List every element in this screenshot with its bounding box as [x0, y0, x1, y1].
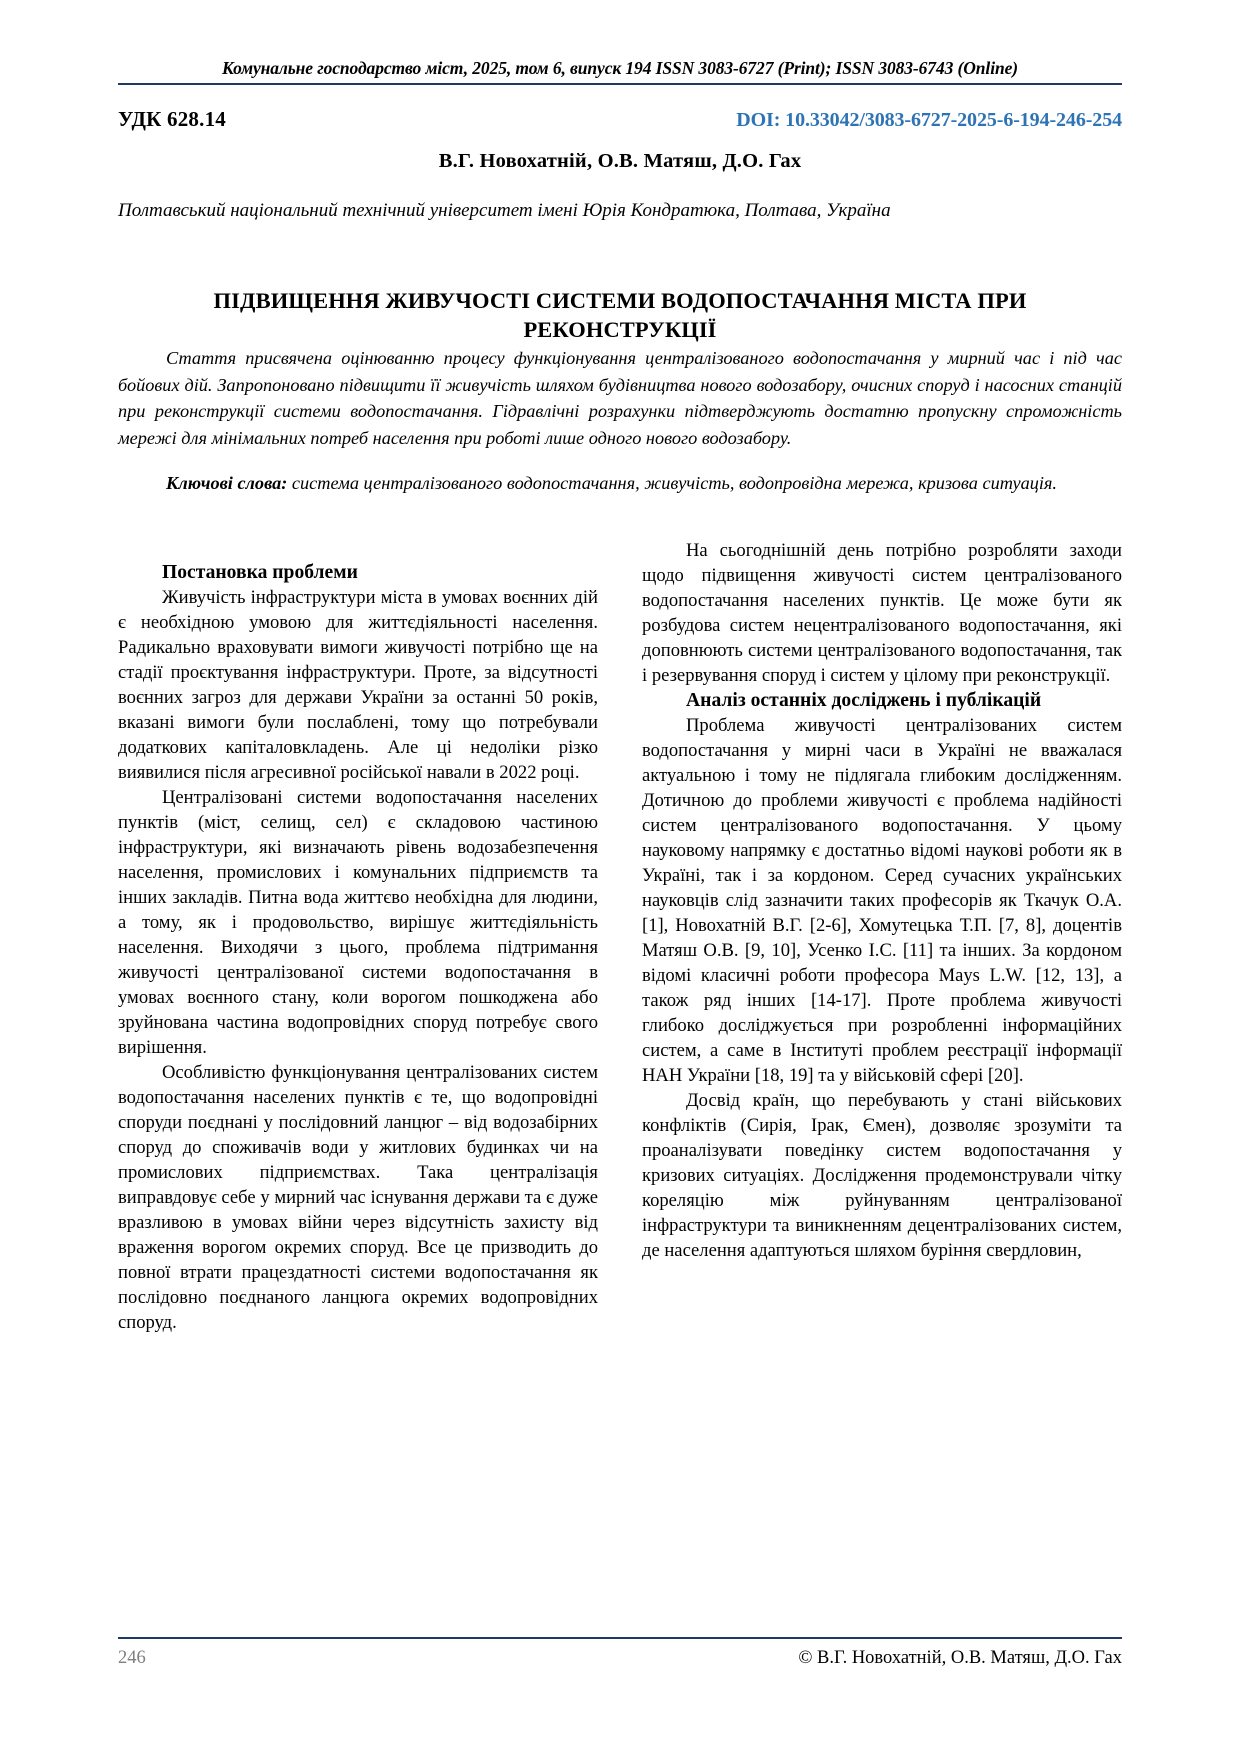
left-column: [118, 538, 598, 1418]
article-title: ПІДВИЩЕННЯ ЖИВУЧОСТІ СИСТЕМИ ВОДОПОСТАЧАННЯ МІСТА ПРИ РЕКОНСТРУКЦІЇ: [213, 288, 1027, 342]
keywords-text: система централізованого водопостачання, живучість, водопровідна мережа, кризова ситуація.: [287, 473, 1058, 493]
running-head-divider: [118, 83, 1122, 85]
paragraph: Проблема живучості централізованих систем водопостачання у мирні часи в Україні не вважалася актуальною і тому не підлягала глибоким дослідженням. Дотичною до проблеми живучості є проблема надійності систем централізованого водопостачання. У цьому науковому напрямку є достатньо відомі наукові роботи як в Україні, так і за кордоном. Серед сучасних українських науковців слід зазначити таких професорів як Ткачук О.А. [1], Новохатній В.Г. [2-6], Хомутецька Т.П. [7, 8], доцентів Матяш О.В. [9, 10], Усенко І.С. [11] та інших. За кордоном відомі класичні роботи професора Mays L.W. [12, 13], а також ряд інших [14-17]. Проте проблема живучості глибоко досліджується при розробленні інформаційних систем, а саме в Інституті проблем реєстрації інформації НАН України [18, 19] та у військовій сфері [20].: [642, 715, 1122, 1087]
paragraph: Живучість інфраструктури міста в умовах воєнних дій є необхідною умовою для життєдіяльності населення. Радикально враховувати вимоги живучості потрібно ще на стадії проєктування інфраструктури. Проте, за відсутності воєнних загроз для держави України за останні 50 років, вказані вимоги були послаблені, тому що потребували додаткових капіталовкладень. Але ці недоліки різко виявилися після агресивної російської навали в 2022 році.: [118, 587, 598, 784]
authors-line: В.Г. Новохатній, О.В. Матяш, Д.О. Гах: [438, 150, 802, 172]
footer-divider: [118, 1637, 1122, 1639]
running-head-block: [118, 58, 1122, 85]
right-column: [642, 538, 1122, 1418]
section-heading-problem-statement: Постановка проблеми: [162, 562, 358, 583]
paragraph: Досвід країн, що перебувають у стані військових конфліктів (Сирія, Ірак, Ємен), дозволяє зрозуміти та проаналізувати поведінку систем водопостачання у кризових ситуаціях. Дослідження продемонстрували чітку кореляцію між руйнуванням централізованої інфраструктури та виникненням децентралізованих систем, де населення адаптуються шляхом буріння свердловин,: [642, 1090, 1122, 1262]
body-columns: [118, 538, 1122, 1418]
paragraph: На сьогоднішній день потрібно розробляти заходи щодо підвищення живучості систем централізованого водопостачання населених пунктів. Це може бути як розбудова систем нецентралізованого водопостачання, які доповнюють системи централізованого водопостачання, так і резервування споруд і систем у цілому при реконструкції.: [642, 540, 1122, 686]
paragraph: Особливістю функціонування централізованих систем водопостачання населених пунктів є те, що водопровідні споруди поєднані у послідовний ланцюг – від водозабірних споруд до споживачів води у житлових будинках чи на промислових підприємствах. Така централізація виправдовує себе у мирний час існування держави та є дуже вразливою в умовах війни через відсутність захисту від враження ворогом окремих споруд. Все це призводить до повної втрати працездатності системи водопостачання як послідовно поєднаного ланцюга окремих водопровідних споруд.: [118, 1062, 598, 1334]
column-top-spacer: [118, 538, 598, 560]
keywords-block: [118, 470, 1122, 497]
copyright-notice: © В.Г. Новохатній, О.В. Матяш, Д.О. Гах: [798, 1648, 1122, 1668]
keywords-label: Ключові слова:: [166, 473, 288, 493]
section-heading-literature-review: Аналіз останніх досліджень і публікацій: [686, 690, 1042, 711]
udk-doi-row: [118, 107, 1122, 132]
abstract-text: Стаття присвячена оцінюванню процесу функціонування централізованого водопостачання у мирний час і під час бойових дій. Запропоновано підвищити її живучість шляхом будівництва нового водозабору, очисних споруд і насосних станцій при реконструкції системи водопостачання. Гідравлічні розрахунки підтверджують достатню пропускну спроможність мережі для мінімальних потреб населення при роботі лише одного нового водозабору.: [118, 348, 1122, 449]
udk-code: УДК 628.14: [118, 107, 226, 131]
paragraph: Централізовані системи водопостачання населених пунктів (міст, селищ, сел) є складовою частиною інфраструктури, які визначають рівень водозабезпечення населення, промислових і комунальних підприємств та інших закладів. Питна вода життєво необхідна для людини, а тому, як і продовольство, вирішує життєдіяльність населення. Виходячи з цього, проблема підтримання живучості централізованої системи водопостачання в умовах воєнного стану, коли ворогом пошкоджена або зруйнована частина водопровідних споруд потребує свого вирішення.: [118, 787, 598, 1059]
affiliation-line: Полтавський національний технічний університет імені Юрія Кондратюка, Полтава, Україна: [118, 200, 891, 221]
page-footer: [118, 1648, 1122, 1669]
page-number: 246: [118, 1648, 146, 1668]
doi-link[interactable]: DOI: 10.33042/3083-6727-2025-6-194-246-254: [736, 109, 1122, 131]
running-head: Комунальне господарство міст, 2025, том 6, випуск 194 ISSN 3083-6727 (Print); ISSN 3083-6743 (Online): [222, 58, 1018, 78]
